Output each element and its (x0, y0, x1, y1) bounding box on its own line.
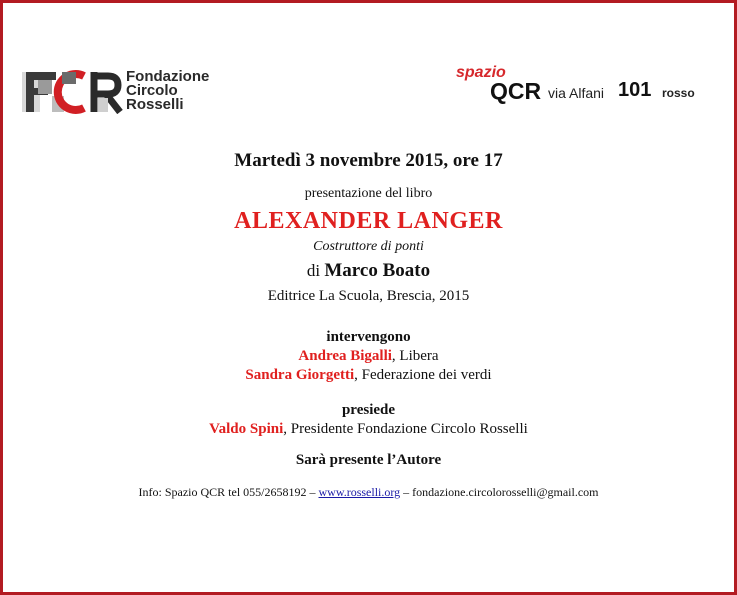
info-prefix: Info: Spazio QCR tel 055/2658192 – (138, 485, 319, 499)
qcr-rosso-text: rosso (662, 86, 695, 100)
speaker-row (0, 348, 737, 365)
speaker-affiliation: , Federazione dei verdi (354, 367, 492, 383)
fcr-logo-mark (22, 70, 124, 114)
event-intro: presentazione del libro (304, 186, 433, 201)
chair-affiliation: , Presidente Fondazione Circolo Rosselli (283, 421, 528, 437)
author-line (0, 260, 737, 282)
qcr-logo (452, 64, 702, 104)
fcr-logo (22, 70, 222, 114)
speaker-affiliation: , Libera (391, 348, 439, 364)
fcr-line-1: Fondazione (126, 68, 210, 85)
spacer (0, 386, 737, 402)
speakers-heading: intervengono (326, 329, 411, 345)
speaker-name: Sandra Giorgetti (245, 367, 355, 383)
author-name: Marco Boato (324, 260, 431, 281)
fcr-logo-text (126, 70, 209, 112)
chair-row (0, 421, 737, 438)
qcr-mark: QCR (490, 78, 542, 104)
event-date: Martedì 3 novembre 2015, ore 17 (234, 150, 503, 171)
info-line (0, 485, 737, 500)
qcr-spazio-text: spazio (456, 64, 506, 81)
chair-name: Valdo Spini (209, 421, 284, 437)
author-present-note: Sarà presente l’Autore (295, 452, 442, 468)
book-title: ALEXANDER LANGER (234, 208, 503, 234)
speaker-name: Andrea Bigalli (298, 348, 392, 364)
chair-heading: presiede (341, 402, 396, 418)
book-subtitle: Costruttore di ponti (313, 239, 424, 254)
fcr-line-3: Rosselli (126, 96, 184, 113)
invitation-body (0, 150, 737, 500)
qcr-via-text: via Alfani (548, 85, 605, 101)
speaker-row (0, 367, 737, 384)
qcr-number: 101 (618, 79, 652, 101)
website-link[interactable]: www.rosselli.org (318, 485, 401, 499)
publisher: Editrice La Scuola, Brescia, 2015 (267, 288, 470, 304)
fcr-line-2: Circolo (126, 82, 178, 99)
info-suffix: – fondazione.circolorosselli@gmail.com (400, 485, 599, 499)
author-prefix: di (306, 261, 321, 280)
